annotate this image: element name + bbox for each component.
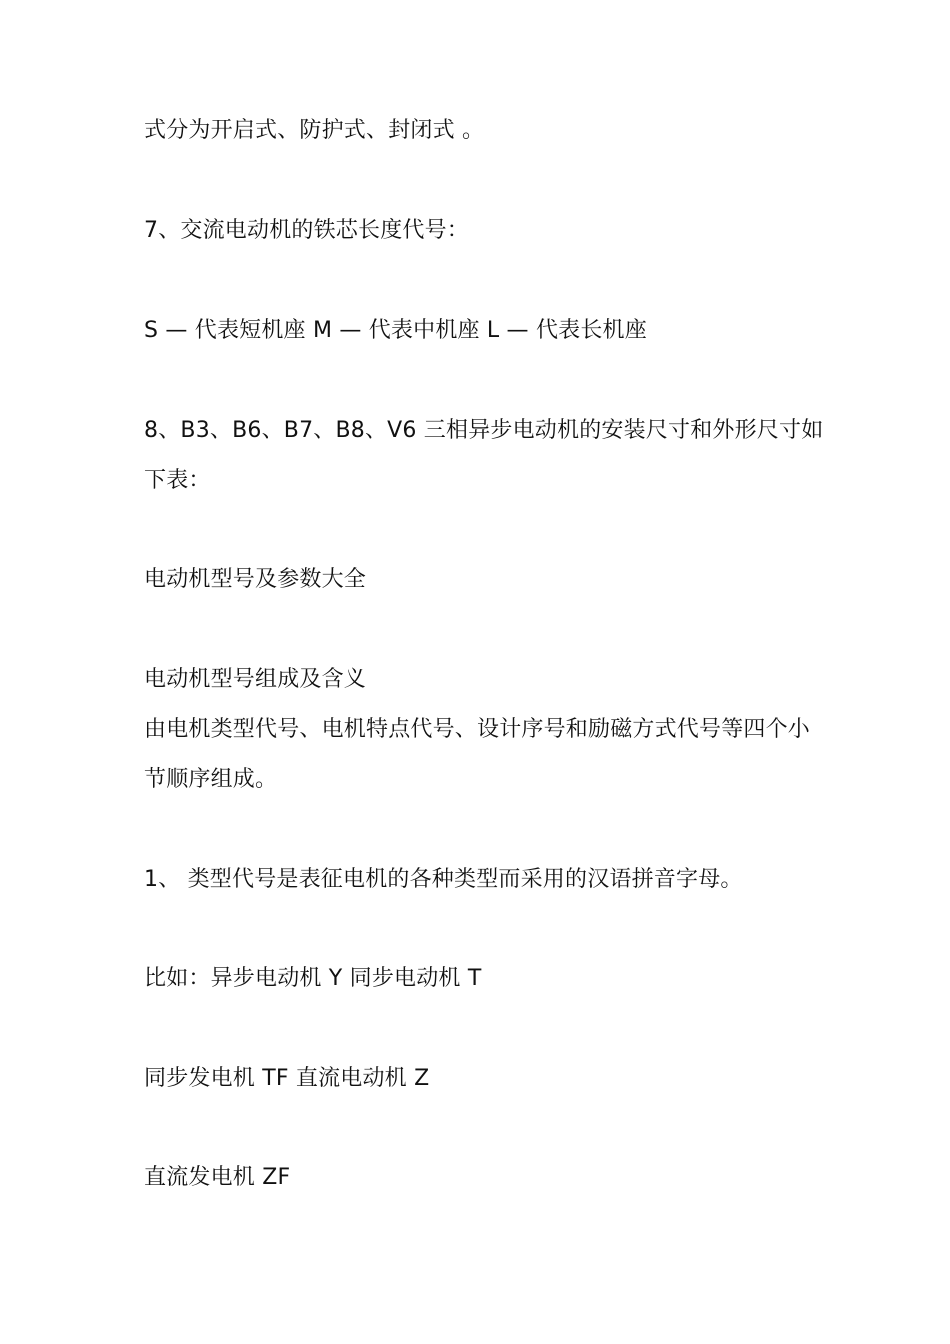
text-line-composition-desc: 由电机类型代号、电机特点代号、设计序号和励磁方式代号等四个小 <box>144 717 811 742</box>
text-line-example-1: 比如：异步电动机 Y 同步电动机 T <box>144 966 482 991</box>
text-line-mounting-dimensions: 8、B3、B6、B7、B8、V6 三相异步电动机的安装尺寸和外形尺寸如 <box>144 418 824 443</box>
text-line-example-2: 同步发电机 TF 直流电动机 Z <box>144 1066 430 1091</box>
text-line-example-3: 直流发电机 ZF <box>144 1165 291 1190</box>
text-line-enclosure-types: 式分为开启式、防护式、封闭式 。 <box>144 118 485 143</box>
text-line-mounting-dimensions-cont: 下表： <box>144 468 211 493</box>
section-title-motor-models: 电动机型号及参数大全 <box>144 567 367 592</box>
text-line-composition-desc-cont: 节顺序组成。 <box>144 767 278 792</box>
text-line-type-code: 1、 类型代号是表征电机的各种类型而采用的汉语拼音字母。 <box>144 867 743 892</box>
section-title-model-composition: 电动机型号组成及含义 <box>144 667 367 692</box>
text-line-core-length-heading: 7、交流电动机的铁芯长度代号： <box>144 218 469 243</box>
text-line-frame-codes: S — 代表短机座 M — 代表中机座 L — 代表长机座 <box>144 318 647 343</box>
